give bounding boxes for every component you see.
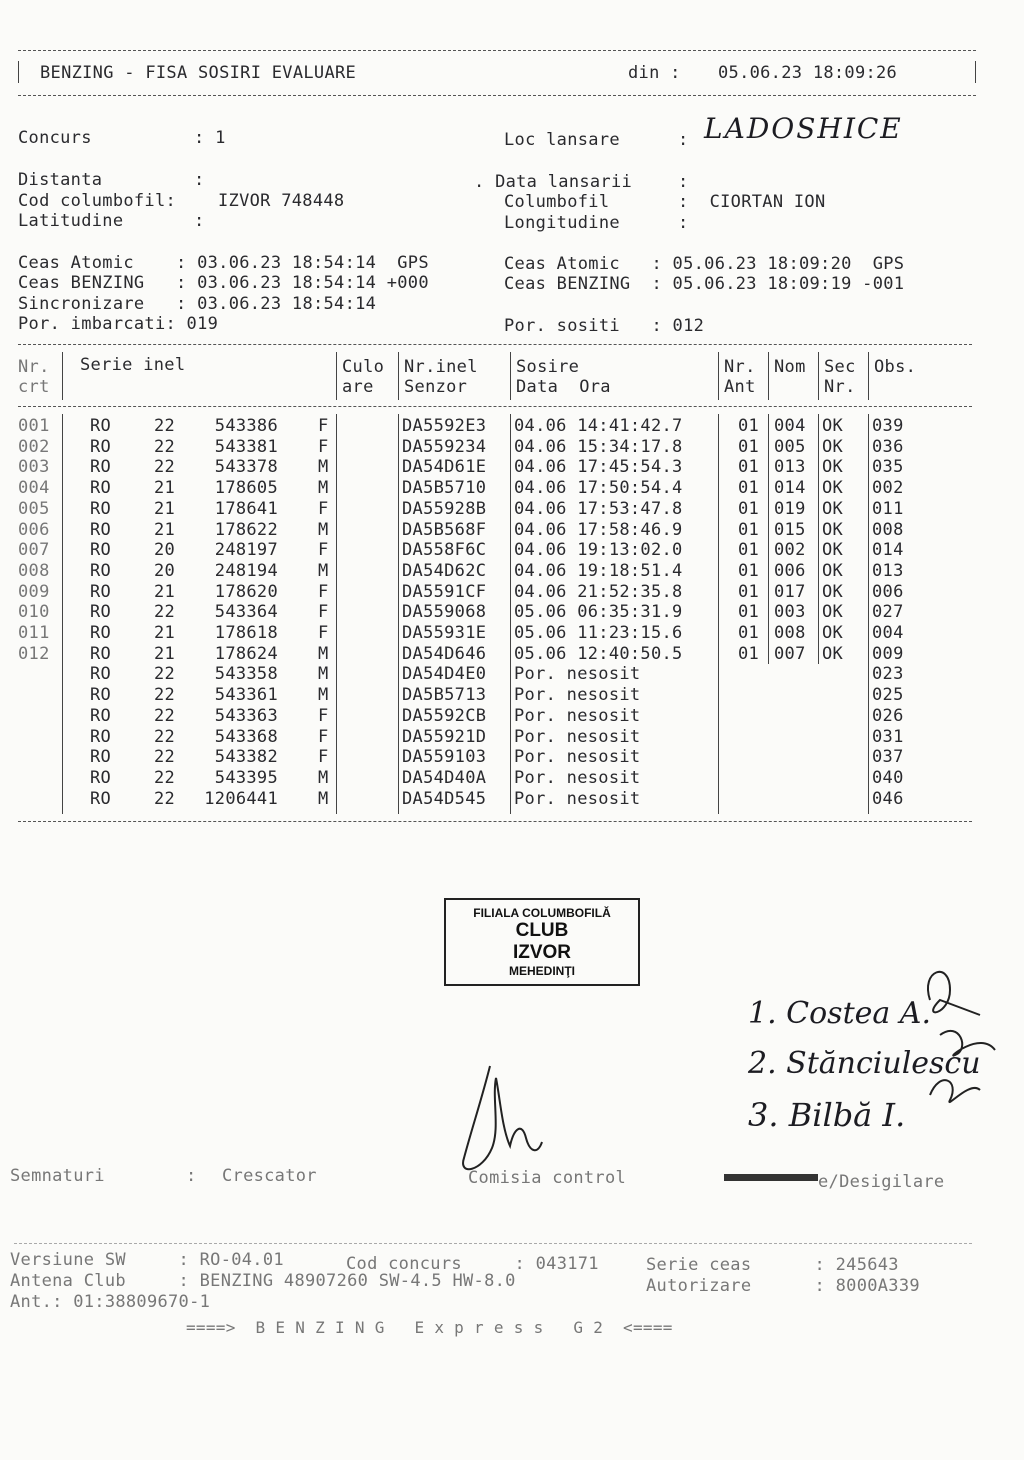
col-sec-nr-1: Sec: [824, 357, 856, 377]
cell-sensor: DA54D4E0: [402, 664, 487, 685]
por-sositi: Por. sositi : 012: [504, 316, 705, 336]
cell-sex: M: [318, 664, 329, 685]
cell-sec: OK: [822, 478, 844, 499]
cell-ring: 543368: [214, 726, 278, 747]
table-top-rule: [18, 344, 972, 345]
cell-year: 22: [154, 436, 176, 457]
longitudine-label: Longitudine: [504, 213, 620, 233]
cell-nom: 003: [774, 602, 806, 623]
cell-arrival: Por. nesosit: [514, 747, 641, 768]
col-nr-crt-2: crt: [18, 377, 50, 397]
cell-year: 21: [154, 519, 176, 540]
cell-year: 21: [154, 498, 176, 519]
ant-id: Ant.: 01:38809670-1: [10, 1292, 211, 1312]
cell-sensor: DA54D61E: [402, 457, 487, 478]
cell-country: RO: [90, 416, 112, 436]
cell-arrival: 05.06 12:40:50.5: [514, 643, 683, 664]
cell-sensor: DA5592CB: [402, 705, 487, 726]
cell-year: 22: [154, 788, 176, 809]
sincronizare: Sincronizare : 03.06.23 18:54:14: [18, 294, 377, 314]
crescator-label: Crescator: [222, 1166, 317, 1186]
por-imbarcati: Por. imbarcati: 019: [18, 314, 219, 334]
handwritten-sig-2: 2. Stănciulescu: [748, 1046, 981, 1081]
cell-obs: 037: [872, 747, 904, 768]
cell-year: 21: [154, 623, 176, 643]
cell-nom: 005: [774, 436, 806, 457]
cell-sec: OK: [822, 457, 844, 478]
cell-sex: M: [318, 519, 329, 540]
cod-concurs: Cod concurs : 043171: [346, 1254, 599, 1274]
cell-year: 22: [154, 416, 176, 436]
cell-country: RO: [90, 478, 112, 499]
cod-columbofil-value: IZVOR 748448: [218, 191, 345, 211]
redacted-mark: [724, 1174, 818, 1181]
cell-nom: 015: [774, 519, 806, 540]
col-nom: Nom: [774, 357, 806, 377]
cell-sensor: DA5591CF: [402, 581, 487, 602]
concurs-value: : 1: [194, 128, 226, 148]
cell-country: RO: [90, 664, 112, 685]
cell-ring: 543395: [214, 767, 278, 788]
cell-antenna: 01: [738, 498, 760, 519]
cell-antenna: 01: [738, 643, 760, 664]
cell-antenna: 01: [738, 581, 760, 602]
cell-obs: 009: [872, 643, 904, 664]
cell-arrival: 04.06 17:50:54.4: [514, 478, 683, 499]
cell-country: RO: [90, 747, 112, 768]
cell-antenna: 01: [738, 478, 760, 499]
col-culoare-2: are: [342, 377, 374, 397]
cell-year: 22: [154, 726, 176, 747]
cell-sensor: DA5B5710: [402, 478, 487, 499]
cell-antenna: 01: [738, 436, 760, 457]
cell-arrival: 04.06 14:41:42.7: [514, 416, 683, 436]
cell-obs: 014: [872, 540, 904, 561]
semnaturi-label: Semnaturi: [10, 1166, 105, 1186]
cell-ring: 248194: [214, 560, 278, 581]
table-bottom-rule: [18, 821, 972, 822]
cell-sensor: DA5592E3: [402, 416, 487, 436]
cell-obs: 008: [872, 519, 904, 540]
document-title: BENZING - FISA SOSIRI EVALUARE: [40, 63, 357, 83]
cell-ring: 178618: [214, 623, 278, 643]
comisia-signature-icon: [452, 1058, 552, 1178]
cell-nr: 007: [18, 540, 50, 561]
cell-ring: 543381: [214, 436, 278, 457]
cell-sensor: DA54D545: [402, 788, 487, 809]
cell-ring: 543382: [214, 747, 278, 768]
din-value: 05.06.23 18:09:26: [718, 63, 898, 83]
cell-sensor: DA5B5713: [402, 685, 487, 706]
cell-country: RO: [90, 788, 112, 809]
col-culoare-1: Culo: [342, 357, 385, 377]
distanta-label: Distanta: [18, 170, 103, 190]
cell-nom: 014: [774, 478, 806, 499]
cell-obs: 040: [872, 767, 904, 788]
cell-country: RO: [90, 560, 112, 581]
data-lansarii-label: . Data lansarii: [474, 172, 633, 192]
cell-year: 22: [154, 767, 176, 788]
cell-sex: F: [318, 623, 329, 643]
cell-country: RO: [90, 643, 112, 664]
cell-ring: 543358: [214, 664, 278, 685]
cell-year: 20: [154, 560, 176, 581]
cell-arrival: 04.06 19:18:51.4: [514, 560, 683, 581]
antena-club: Antena Club : BENZING 48907260 SW-4.5 HW-8.0: [10, 1271, 516, 1291]
columbofil-label: Columbofil: [504, 192, 610, 212]
cell-arrival: 05.06 11:23:15.6: [514, 623, 683, 643]
cell-country: RO: [90, 726, 112, 747]
cell-arrival: Por. nesosit: [514, 788, 641, 809]
cell-obs: 002: [872, 478, 904, 499]
cell-country: RO: [90, 498, 112, 519]
cell-sex: F: [318, 602, 329, 623]
cell-year: 21: [154, 581, 176, 602]
cell-ring: 248197: [214, 540, 278, 561]
cell-nom: 019: [774, 498, 806, 519]
cell-obs: 027: [872, 602, 904, 623]
stamp-line-4: MEHEDINŢI: [509, 964, 575, 978]
cell-obs: 011: [872, 498, 904, 519]
cell-ring: 178605: [214, 478, 278, 499]
col-serie-inel: Serie inel: [80, 355, 186, 375]
cell-sensor: DA559103: [402, 747, 487, 768]
ceas-benzing-start: Ceas BENZING : 03.06.23 18:54:14 +000: [18, 273, 429, 293]
cell-obs: 006: [872, 581, 904, 602]
cell-year: 22: [154, 747, 176, 768]
cell-ring: 178641: [214, 498, 278, 519]
cell-sec: OK: [822, 560, 844, 581]
cell-obs: 036: [872, 436, 904, 457]
cell-country: RO: [90, 767, 112, 788]
brand-footer: ====> B E N Z I N G E x p r e s s G 2 <====: [186, 1318, 673, 1337]
cell-sex: M: [318, 457, 329, 478]
cell-sec: OK: [822, 416, 844, 436]
col-nr-ant-1: Nr.: [724, 357, 756, 377]
cell-nom: 002: [774, 540, 806, 561]
cell-country: RO: [90, 519, 112, 540]
cell-nr: 004: [18, 478, 50, 499]
handwritten-sig-1: 1. Costea A.: [748, 996, 932, 1031]
cell-country: RO: [90, 436, 112, 457]
latitudine-label: Latitudine: [18, 211, 124, 231]
col-obs: Obs.: [874, 357, 917, 377]
cell-sensor: DA558F6C: [402, 540, 487, 561]
cell-sensor: DA55928B: [402, 498, 487, 519]
cell-sex: F: [318, 581, 329, 602]
table-header-rule: [18, 406, 972, 407]
cell-sex: M: [318, 685, 329, 706]
cell-sex: F: [318, 747, 329, 768]
comisia-label: Comisia control: [468, 1168, 627, 1188]
stamp-line-1: FILIALA COLUMBOFILĂ: [473, 906, 611, 920]
cell-obs: 039: [872, 416, 904, 436]
desigilare-label: e/Desigilare: [818, 1172, 945, 1192]
columbofil-value: : CIORTAN ION: [678, 192, 826, 212]
cell-ring: 543361: [214, 685, 278, 706]
cell-year: 21: [154, 478, 176, 499]
cell-nr: 003: [18, 457, 50, 478]
cell-sex: M: [318, 560, 329, 581]
cell-sec: OK: [822, 519, 844, 540]
cell-arrival: 04.06 21:52:35.8: [514, 581, 683, 602]
handwritten-sig-3: 3. Bilbă I.: [748, 1096, 906, 1134]
cell-nom: 013: [774, 457, 806, 478]
cell-nr: 011: [18, 623, 50, 643]
cell-obs: 046: [872, 788, 904, 809]
cell-year: 20: [154, 540, 176, 561]
cell-sex: F: [318, 498, 329, 519]
club-stamp: [444, 898, 640, 986]
cell-ring: 543378: [214, 457, 278, 478]
cell-obs: 025: [872, 685, 904, 706]
cell-sensor: DA559068: [402, 602, 487, 623]
cell-antenna: 01: [738, 540, 760, 561]
signature-scribbles-icon: [900, 960, 1010, 1110]
cell-obs: 013: [872, 560, 904, 581]
serie-ceas: Serie ceas : 245643: [646, 1255, 899, 1275]
cell-nom: 007: [774, 643, 806, 664]
cell-sensor: DA559234: [402, 436, 487, 457]
cell-country: RO: [90, 457, 112, 478]
cell-obs: 035: [872, 457, 904, 478]
cell-ring: 543363: [214, 705, 278, 726]
cell-country: RO: [90, 685, 112, 706]
cell-sensor: DA54D62C: [402, 560, 487, 581]
header-box: [18, 50, 976, 96]
cell-ring: 543364: [214, 602, 278, 623]
data-lansarii-value: :: [678, 172, 689, 192]
cell-country: RO: [90, 540, 112, 561]
cell-sex: M: [318, 643, 329, 664]
cell-sec: OK: [822, 581, 844, 602]
cell-nr: 008: [18, 560, 50, 581]
cell-sensor: DA55921D: [402, 726, 487, 747]
cell-year: 22: [154, 705, 176, 726]
cell-sec: OK: [822, 498, 844, 519]
cell-nr: 006: [18, 519, 50, 540]
ceas-atomic-end: Ceas Atomic : 05.06.23 18:09:20 GPS: [504, 254, 905, 274]
cell-antenna: 01: [738, 519, 760, 540]
col-sec-nr-2: Nr.: [824, 377, 856, 397]
cell-antenna: 01: [738, 560, 760, 581]
cell-sec: OK: [822, 540, 844, 561]
cell-nom: 004: [774, 416, 806, 436]
cell-sensor: DA54D40A: [402, 767, 487, 788]
cell-arrival: Por. nesosit: [514, 767, 641, 788]
cell-year: 21: [154, 643, 176, 664]
cell-country: RO: [90, 623, 112, 643]
cell-sensor: DA54D646: [402, 643, 487, 664]
cell-ring: 543386: [214, 416, 278, 436]
cell-obs: 004: [872, 623, 904, 643]
cell-sensor: DA5B568F: [402, 519, 487, 540]
cell-nr: 009: [18, 581, 50, 602]
cell-country: RO: [90, 581, 112, 602]
cell-ring: 178622: [214, 519, 278, 540]
cell-arrival: Por. nesosit: [514, 705, 641, 726]
col-nr-inel-1: Nr.inel: [404, 357, 478, 377]
cell-arrival: Por. nesosit: [514, 664, 641, 685]
cell-nr: 001: [18, 416, 50, 436]
semnaturi-sep: :: [186, 1166, 197, 1186]
cell-nom: 008: [774, 623, 806, 643]
cell-sex: F: [318, 726, 329, 747]
cod-columbofil-label: Cod columbofil:: [18, 191, 177, 211]
cell-ring: 178624: [214, 643, 278, 664]
cell-nr: 005: [18, 498, 50, 519]
cell-ring: 178620: [214, 581, 278, 602]
cell-antenna: 01: [738, 457, 760, 478]
versiune-sw: Versiune SW : RO-04.01: [10, 1250, 284, 1270]
longitudine-value: :: [678, 213, 689, 233]
ceas-benzing-end: Ceas BENZING : 05.06.23 18:09:19 -001: [504, 274, 905, 294]
cell-sec: OK: [822, 602, 844, 623]
cell-antenna: 01: [738, 416, 760, 436]
cell-arrival: 04.06 15:34:17.8: [514, 436, 683, 457]
cell-arrival: Por. nesosit: [514, 726, 641, 747]
cell-sec: OK: [822, 436, 844, 457]
cell-arrival: 04.06 19:13:02.0: [514, 540, 683, 561]
stamp-line-2: CLUB: [515, 920, 569, 941]
col-sosire-1: Sosire: [516, 357, 580, 377]
cell-year: 22: [154, 602, 176, 623]
cell-obs: 031: [872, 726, 904, 747]
cell-sex: M: [318, 788, 329, 809]
din-label: din :: [628, 63, 681, 83]
cell-arrival: 04.06 17:58:46.9: [514, 519, 683, 540]
ceas-atomic-start: Ceas Atomic : 03.06.23 18:54:14 GPS: [18, 253, 429, 273]
cell-nom: 017: [774, 581, 806, 602]
cell-arrival: 04.06 17:53:47.8: [514, 498, 683, 519]
cell-sex: F: [318, 416, 329, 436]
cell-sex: F: [318, 540, 329, 561]
concurs-label: Concurs: [18, 128, 92, 148]
distanta-value: :: [194, 170, 205, 190]
cell-arrival: 04.06 17:45:54.3: [514, 457, 683, 478]
cell-sex: M: [318, 767, 329, 788]
cell-nr: 010: [18, 602, 50, 623]
cell-arrival: 05.06 06:35:31.9: [514, 602, 683, 623]
cell-year: 22: [154, 457, 176, 478]
col-sosire-2: Data Ora: [516, 377, 611, 397]
cell-sex: F: [318, 705, 329, 726]
latitudine-value: :: [194, 211, 205, 231]
autorizare: Autorizare : 8000A339: [646, 1276, 920, 1296]
cell-sec: OK: [822, 623, 844, 643]
cell-year: 22: [154, 685, 176, 706]
cell-country: RO: [90, 602, 112, 623]
col-nr-inel-2: Senzor: [404, 377, 468, 397]
cell-sensor: DA55931E: [402, 623, 487, 643]
cell-antenna: 01: [738, 602, 760, 623]
cell-sec: OK: [822, 643, 844, 664]
cell-nr: 002: [18, 436, 50, 457]
col-nr-ant-2: Ant: [724, 377, 756, 397]
cell-antenna: 01: [738, 623, 760, 643]
cell-ring: 1206441: [204, 788, 278, 809]
cell-obs: 023: [872, 664, 904, 685]
stamp-line-3: IZVOR: [512, 942, 572, 963]
loc-lansare-label: Loc lansare: [504, 130, 620, 150]
cell-year: 22: [154, 664, 176, 685]
cell-obs: 026: [872, 705, 904, 726]
cell-sex: M: [318, 478, 329, 499]
loc-lansare-sep: :: [678, 130, 689, 150]
col-nr-crt-1: Nr.: [18, 357, 50, 377]
cell-arrival: Por. nesosit: [514, 685, 641, 706]
cell-country: RO: [90, 705, 112, 726]
cell-sex: F: [318, 436, 329, 457]
cell-nr: 012: [18, 643, 50, 664]
cell-nom: 006: [774, 560, 806, 581]
loc-lansare-value: LADOSHICE: [704, 112, 903, 145]
